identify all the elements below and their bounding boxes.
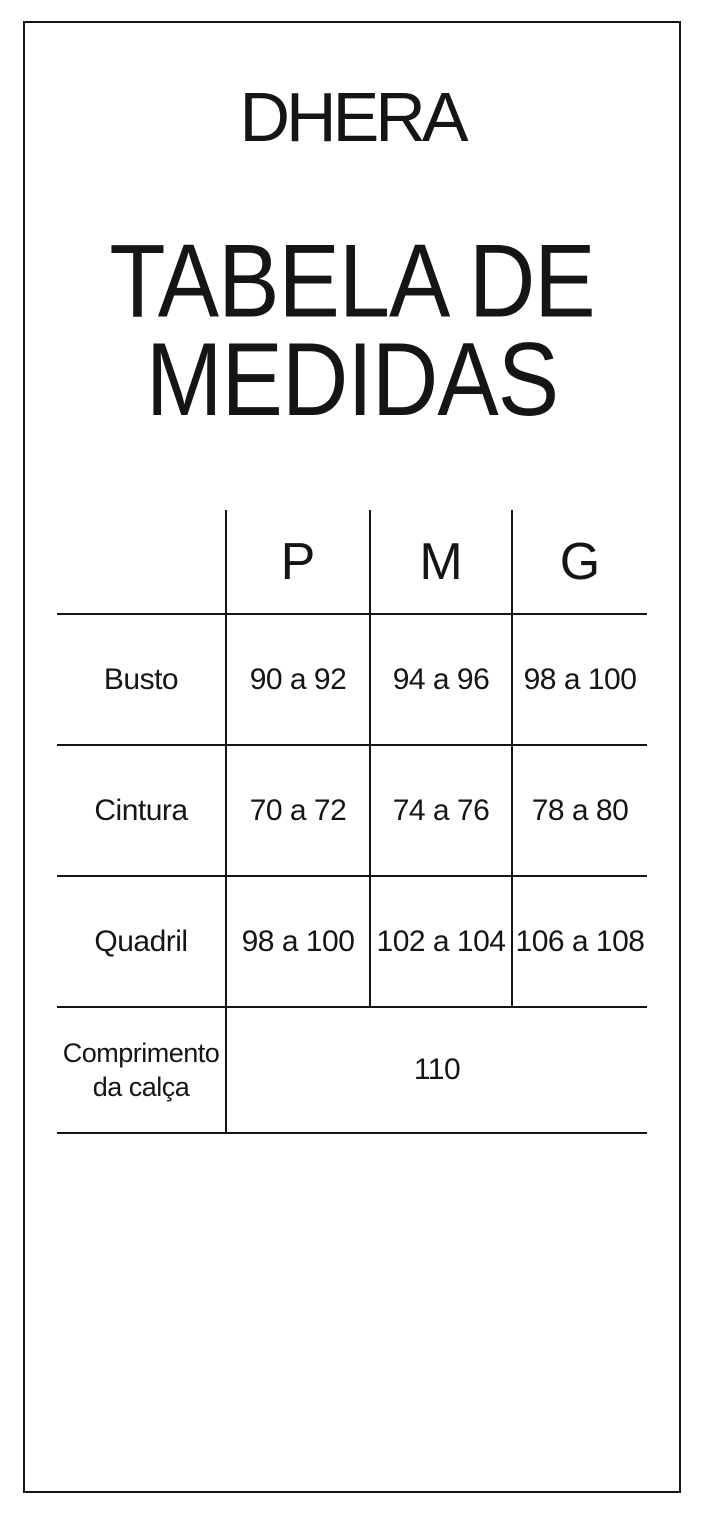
row-label-cintura: Cintura <box>57 745 226 876</box>
cell-busto-m: 94 a 96 <box>370 614 512 745</box>
cell-busto-g: 98 a 100 <box>512 614 647 745</box>
row-label-quadril: Quadril <box>57 876 226 1007</box>
row-label-comprimento-line-1: Comprimento <box>62 1038 220 1068</box>
table-row-quadril <box>57 876 647 1007</box>
page-title <box>0 223 704 438</box>
cell-cintura-p: 70 a 72 <box>226 745 370 876</box>
table-row-comprimento <box>57 1007 647 1133</box>
measurements-table <box>57 510 647 1134</box>
header-size-p: P <box>226 510 370 614</box>
table-header-row <box>57 510 647 614</box>
header-size-m: M <box>370 510 512 614</box>
cell-busto-p: 90 a 92 <box>226 614 370 745</box>
table-row-cintura <box>57 745 647 876</box>
cell-quadril-p: 98 a 100 <box>226 876 370 1007</box>
cell-quadril-m: 102 a 104 <box>370 876 512 1007</box>
cell-comprimento-all-sizes: 110 <box>226 1007 647 1133</box>
header-empty-cell <box>57 510 226 614</box>
page-title-line-2: MEDIDAS <box>145 322 559 438</box>
row-label-busto: Busto <box>57 614 226 745</box>
table-row-busto <box>57 614 647 745</box>
row-label-comprimento-line-2: da calça <box>92 1072 190 1102</box>
brand-logo: DHERA <box>239 78 465 156</box>
cell-quadril-g: 106 a 108 <box>512 876 647 1007</box>
page-title-line-1: TABELA DE <box>109 223 595 340</box>
cell-cintura-g: 78 a 80 <box>512 745 647 876</box>
header-size-g: G <box>512 510 647 614</box>
row-label-comprimento <box>57 1007 226 1133</box>
cell-cintura-m: 74 a 76 <box>370 745 512 876</box>
